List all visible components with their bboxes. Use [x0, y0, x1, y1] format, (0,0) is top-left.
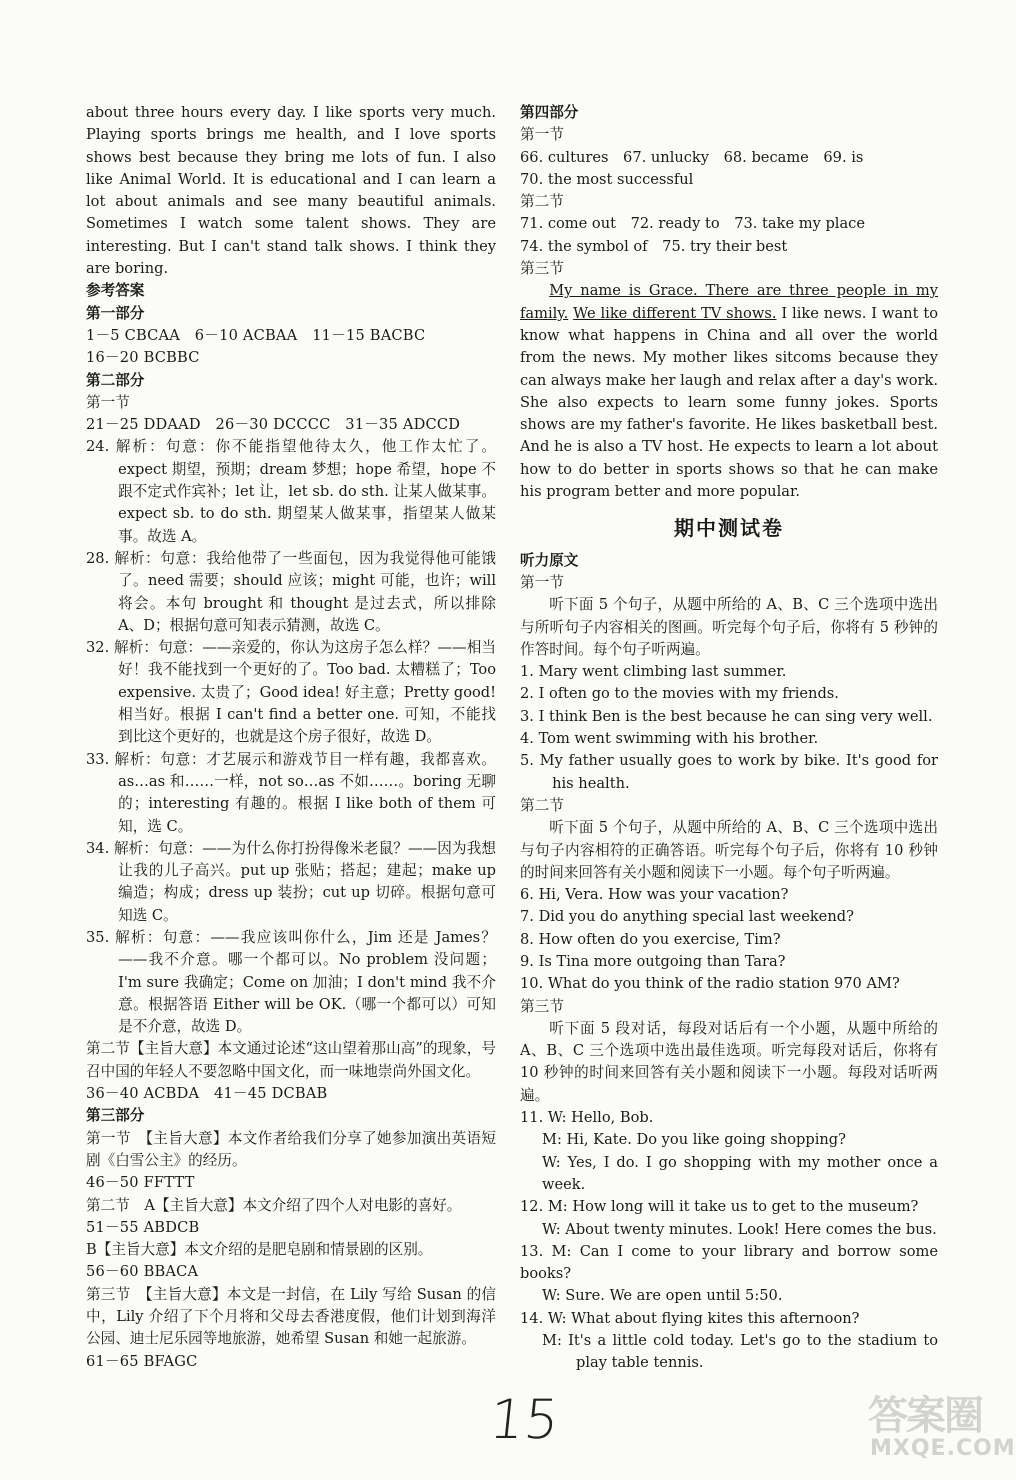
page-number: 15 — [486, 1388, 563, 1451]
part2-answers-2: 36－40 ACBDA 41－45 DCBAB — [86, 1085, 328, 1103]
question-10: 10. What do you think of the radio station 970 AM? — [520, 975, 900, 993]
explanation-35: 35. 解析：句意：——我应该叫你什么，Jim 还是 James？——我不介意。哪一个都可以。No problem 没问题；I'm sure 我确定；Come on 加油；I don't mind 我不介意。根据答语 Either will be OK.（哪一个都可以）可知是不介意，故选 D。 — [86, 928, 496, 1036]
ref-answers-title: 参考答案 — [86, 282, 145, 300]
part1-answers-2: 16－20 BCBBC — [86, 349, 200, 367]
explanation-28: 28. 解析：句意：我给他带了一些面包，因为我觉得他可能饿了。need 需要；should 应该；might 可能，也许；will 将会。本句 brought 和 thought 是过去式，所以排除 A、D；根据句意可知表示猜测，故选 C。 — [86, 549, 496, 634]
explanation-34: 34. 解析：句意：——为什么你打扮得像米老鼠？——因为我想让我的儿子高兴。put up 张贴；搭起；建起；make up 编造；构成；dress up 装扮；cut up 切碎。根据句意可知选 C。 — [86, 839, 496, 924]
part3-answers-4: 61－65 BFAGC — [86, 1352, 198, 1370]
question-8: 8. How often do you exercise, Tim? — [520, 930, 781, 948]
part4-answers-1: 66. cultures 67. unlucky 68. became 69. is — [520, 148, 864, 166]
dialogue-13-line-1: 13. M: Can I come to your library and borrow some books? — [520, 1242, 938, 1283]
listening-section2: 第二节 — [520, 796, 564, 814]
question-6: 6. Hi, Vera. How was your vacation? — [520, 886, 789, 904]
dialogue-11-line-2: M: Hi, Kate. Do you like going shopping? — [542, 1131, 846, 1149]
part2-answers-1: 21－25 DDAAD 26－30 DCCCC 31－35 ADCCD — [86, 416, 461, 434]
part3-answers-1: 46－50 FFTTT — [86, 1174, 195, 1192]
section2-summary: 第二节【主旨大意】本文通过论述“这山望着那山高”的现象，号召中国的年轻人不要忽略中国文化，而一味地崇尚外国文化。 — [86, 1040, 496, 1080]
essay-underlined-1: My name is Grace. There are three people in my family. — [520, 282, 938, 322]
dialogue-14-line-2: M: It's a little cold today. Let's go to the stadium to play table tennis. — [542, 1332, 938, 1372]
question-2: 2. I often go to the movies with my friends. — [520, 685, 839, 703]
watermark-logo — [868, 1384, 1016, 1470]
listening-section1: 第一节 — [520, 573, 564, 591]
explanation-32: 32. 解析：句意：——亲爱的，你认为这房子怎么样？——相当好！我不能找到一个更好的了。Too bad. 太糟糕了；Too expensive. 太贵了；Good idea! 好主意；Pretty good! 相当好。根据 I can't find a better one. 可知，不能找到比这个更好的，也就是这个房子很好，故选 D。 — [86, 639, 496, 746]
midterm-title: 期中测试卷 — [674, 516, 784, 541]
dialogue-12-line-2: W: About twenty minutes. Look! Here comes the bus. — [542, 1220, 937, 1238]
explanation-33: 33. 解析：句意：才艺展示和游戏节目一样有趣，我都喜欢。as…as 和……一样，not so…as 不如……。boring 无聊的；interesting 有趣的。根据 I like both of them 可知，选 C。 — [86, 750, 496, 835]
watermark-line-1: 答案圈 — [868, 1393, 982, 1439]
question-5: 5. My father usually goes to work by bike. It's good for his health. — [520, 752, 938, 792]
passage-text: about three hours every day. I like sports very much. Playing sports brings me health, and I love sports shows best because they bring me lots of fun. I also like Animal World. It is educational and I can learn a lot about animals and see many beautiful animals. Sometimes I watch some talent shows. They are interesting. But I can't stand talk shows. I think they are boring. — [86, 104, 496, 278]
part4-answers-2: 70. the most successful — [520, 170, 694, 188]
left-column — [86, 102, 496, 1373]
essay-underlined-2: We like different TV shows. — [573, 304, 777, 322]
listening-section2-instructions: 听下面 5 个句子，从题中所给的 A、B、C 三个选项中选出与句子内容相符的正确答语。听完每个句子后，你将有 10 秒钟的时间来回答有关小题和阅读下一小题。每个句子听两遍。 — [520, 819, 938, 881]
question-3: 3. I think Ben is the best because he can sing very well. — [520, 707, 933, 725]
part4-section2: 第二节 — [520, 193, 564, 211]
question-4: 4. Tom went swimming with his brother. — [520, 730, 819, 748]
listening-section3-instructions: 听下面 5 段对话，每段对话后有一个小题，从题中所给的 A、B、C 三个选项中选出最佳选项。听完每段对话后，你将有 10 秒钟的时间来回答有关小题和阅读下一小题。每段对话听两遍。 — [520, 1019, 938, 1104]
part1-answers-1: 1－5 CBCAA 6－10 ACBAA 11－15 BACBC — [86, 326, 426, 344]
part4-section1: 第一节 — [520, 126, 564, 144]
question-9: 9. Is Tina more outgoing than Tara? — [520, 952, 786, 970]
question-1: 1. Mary went climbing last summer. — [520, 663, 787, 681]
part1-heading: 第一部分 — [86, 304, 145, 322]
listening-script-heading: 听力原文 — [520, 551, 579, 569]
listening-section1-instructions: 听下面 5 个句子，从题中所给的 A、B、C 三个选项中选出与所听句子内容相关的图画。听完每个句子后，你将有 5 秒钟的作答时间。每个句子听两遍。 — [520, 596, 938, 658]
part2-heading: 第二部分 — [86, 371, 145, 389]
part3-answers-2: 51－55 ABDCB — [86, 1218, 200, 1236]
part3-answers-3: 56－60 BBACA — [86, 1263, 199, 1281]
sample-essay — [520, 280, 938, 503]
dialogue-14-line-1: 14. W: What about flying kites this afternoon? — [520, 1309, 860, 1327]
right-column — [520, 102, 938, 1375]
explanation-24: 24. 解析：句意：你不能指望他待太久，他工作太忙了。expect 期望，预期；dream 梦想；hope 希望，hope 不跟不定式作宾补；let 让，let sb. do sth. 让某人做某事。expect sb. to do sth. 期望某人做某事，指望某人做某事。故选 A。 — [86, 438, 496, 545]
question-7: 7. Did you do anything special last weekend? — [520, 908, 854, 926]
essay-rest: I like news. I want to know what happens in China and all over the world from the news. My mother likes sitcoms because they can always make her laugh and relax after a day's work. She also expects to learn some funny jokes. Sports shows are my father's favorite. He likes basketball best. And he is also a TV host. He expects to learn a lot about how to do better in sports shows so that he can make his program better and more popular. — [520, 304, 938, 501]
dialogue-11-line-3: W: Yes, I do. I go shopping with my mother once a week. — [542, 1153, 938, 1193]
listening-section3: 第三节 — [520, 997, 564, 1015]
part3-b-summary: B【主旨大意】本文介绍的是肥皂剧和情景剧的区别。 — [86, 1241, 433, 1259]
part3-section3-summary: 第三节 【主旨大意】本文是一封信，在 Lily 写给 Susan 的信中，Lily 介绍了下个月将和父母去香港度假，他们计划到海洋公园、迪士尼乐园等地旅游，她希望 Susan 和她一起旅游。 — [86, 1285, 496, 1348]
dialogue-12-line-1: 12. M: How long will it take us to get to the museum? — [520, 1198, 919, 1216]
part3-section1-summary: 第一节 【主旨大意】本文作者给我们分享了她参加演出英语短剧《白雪公主》的经历。 — [86, 1129, 496, 1169]
section1-heading: 第一节 — [86, 393, 130, 411]
part4-answers-3: 71. come out 72. ready to 73. take my place — [520, 215, 865, 233]
dialogue-11-line-1: 11. W: Hello, Bob. — [520, 1109, 654, 1127]
watermark-line-2: MXQE.COM — [870, 1436, 1016, 1461]
part4-answers-4: 74. the symbol of 75. try their best — [520, 237, 788, 255]
part3-section2-summary: 第二节 A【主旨大意】本文介绍了四个人对电影的喜好。 — [86, 1196, 462, 1214]
part4-section3: 第三节 — [520, 260, 564, 278]
dialogue-13-line-2: W: Sure. We are open until 5:50. — [542, 1287, 783, 1305]
part4-heading: 第四部分 — [520, 104, 579, 121]
part3-heading: 第三部分 — [86, 1107, 145, 1125]
